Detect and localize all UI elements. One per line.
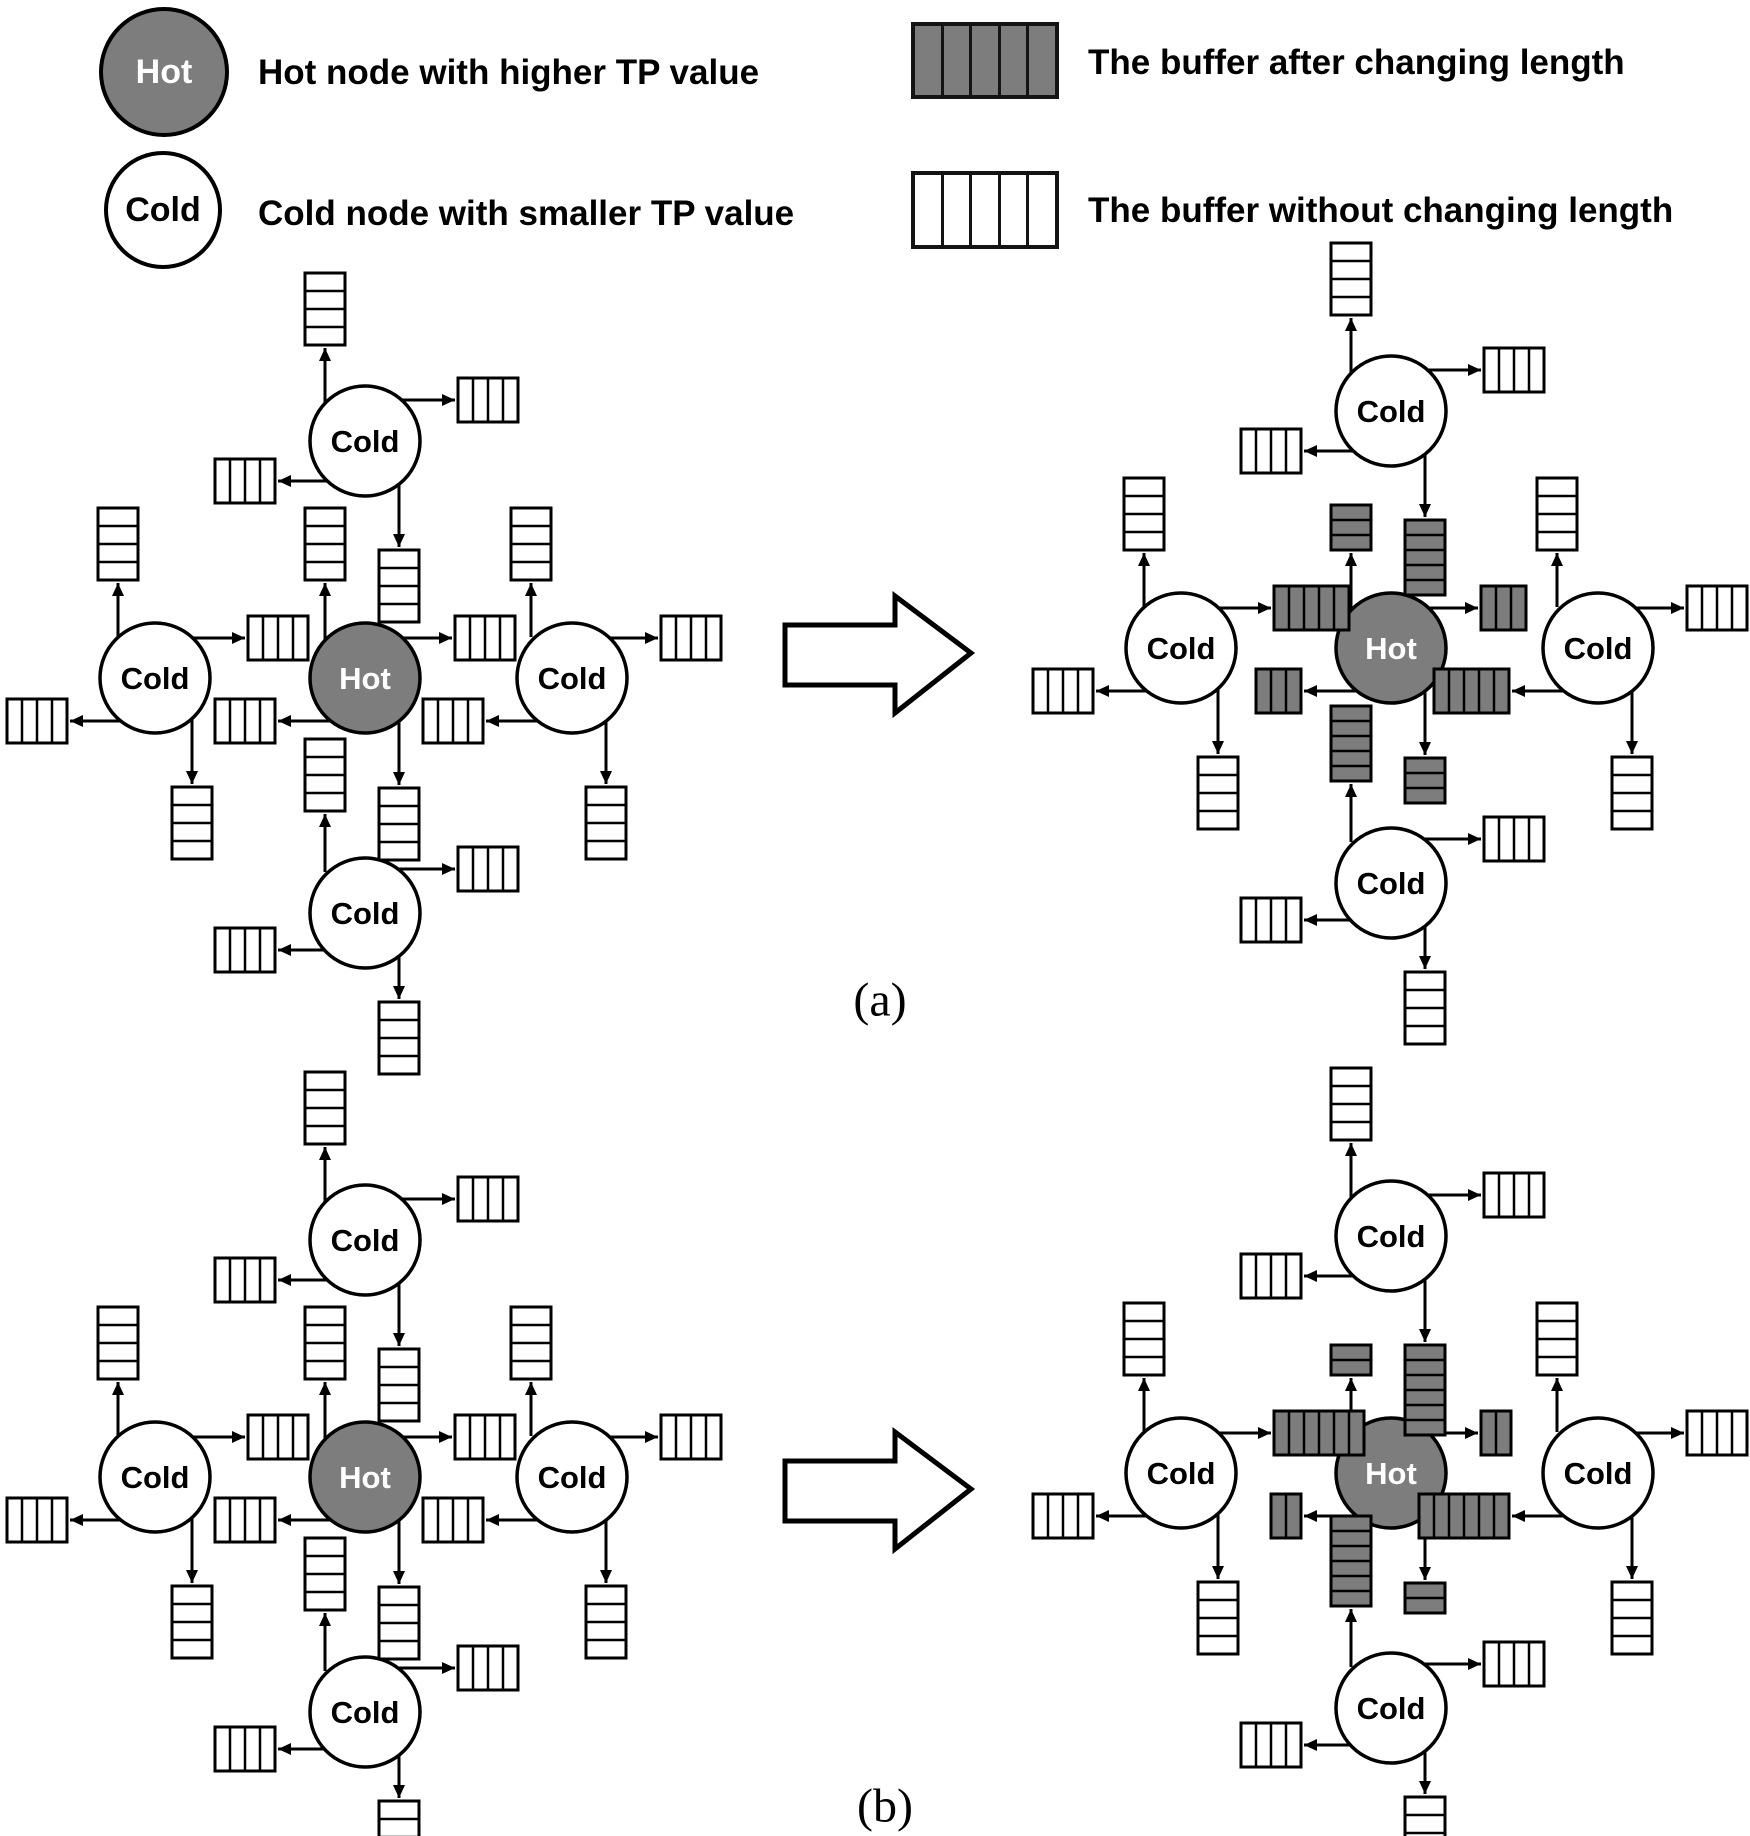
legend-buffer-cell xyxy=(944,26,973,95)
node-cold-top xyxy=(310,1185,420,1295)
node-cold-top-label: Cold xyxy=(330,1222,400,1258)
buffer-top-left xyxy=(1241,429,1301,473)
buffer-bottom-down xyxy=(1405,1797,1445,1836)
buffer-hot-up xyxy=(305,1307,345,1379)
legend-cold-node-label: Cold xyxy=(125,190,201,229)
buffer-right-up xyxy=(511,1307,551,1379)
buffer-hot-right xyxy=(455,1415,515,1459)
node-cold-left-label: Cold xyxy=(1146,630,1216,666)
buffer-left-right xyxy=(248,1415,308,1459)
buffer-bottom-up xyxy=(305,1538,345,1610)
buffer-bottom-left xyxy=(1241,898,1301,942)
node-cold-bottom-label: Cold xyxy=(1356,1690,1426,1726)
buffer-hot-down-changed xyxy=(1405,758,1445,803)
buffer-bottom-left xyxy=(215,928,275,972)
node-cold-left xyxy=(1126,1418,1236,1528)
legend-hot-node xyxy=(99,7,229,137)
node-cold-bottom-label: Cold xyxy=(330,895,400,931)
diagram-b-after xyxy=(1026,1025,1750,1836)
node-cold-bottom-label: Cold xyxy=(1356,865,1426,901)
node-cold-top-label: Cold xyxy=(1356,1218,1426,1254)
legend-buffer-cell xyxy=(915,175,944,245)
buffer-left-left xyxy=(1033,1494,1093,1538)
legend-hot-node-label: Hot xyxy=(135,52,193,91)
buffer-right-left-changed xyxy=(1419,1494,1509,1538)
buffer-top-right xyxy=(1484,348,1544,392)
buffer-top-right xyxy=(458,378,518,422)
buffer-top-left xyxy=(1241,1254,1301,1298)
buffer-top-down xyxy=(379,550,419,622)
buffer-left-down xyxy=(172,1586,212,1658)
buffer-hot-right xyxy=(455,616,515,660)
node-cold-bottom xyxy=(310,858,420,968)
legend-changed-buffer-text: The buffer after changing length xyxy=(1088,43,1625,82)
node-cold-left-label: Cold xyxy=(1146,1455,1216,1491)
node-cold-left xyxy=(100,1422,210,1532)
buffer-right-left xyxy=(423,699,483,743)
buffer-hot-down xyxy=(379,788,419,860)
diagram-a-before xyxy=(0,230,730,1080)
buffer-left-left xyxy=(7,1498,67,1542)
node-cold-right xyxy=(1543,593,1653,703)
buffer-right-down xyxy=(1612,1582,1652,1654)
legend-changed-buffer-icon xyxy=(911,22,1059,99)
node-cold-top xyxy=(310,386,420,496)
buffer-bottom-down xyxy=(379,1801,419,1836)
buffer-top-up xyxy=(305,273,345,345)
node-hot-center xyxy=(310,623,420,733)
buffer-top-right xyxy=(1484,1173,1544,1217)
buffer-left-right-changed xyxy=(1274,1411,1364,1455)
node-hot-center xyxy=(1336,593,1446,703)
buffer-hot-left xyxy=(215,699,275,743)
legend-buffer-cell xyxy=(944,175,973,245)
node-cold-left xyxy=(100,623,210,733)
buffer-left-right xyxy=(248,616,308,660)
buffer-hot-right-changed xyxy=(1481,1411,1511,1455)
node-cold-right xyxy=(1543,1418,1653,1528)
buffer-left-left xyxy=(7,699,67,743)
node-cold-right xyxy=(517,1422,627,1532)
transform-arrow-b-icon xyxy=(783,1428,975,1555)
buffer-hot-down xyxy=(379,1587,419,1659)
buffer-bottom-right xyxy=(458,847,518,891)
buffer-top-up xyxy=(1331,1068,1371,1140)
buffer-right-left-changed xyxy=(1434,669,1509,713)
buffer-bottom-left xyxy=(215,1727,275,1771)
buffer-right-down xyxy=(1612,757,1652,829)
buffer-left-up xyxy=(1124,478,1164,550)
legend-buffer-cell xyxy=(972,26,1001,95)
buffer-hot-down-changed xyxy=(1405,1583,1445,1613)
node-cold-left xyxy=(1126,593,1236,703)
node-hot-center-label: Hot xyxy=(339,1459,391,1495)
legend-hot-text: Hot node with higher TP value xyxy=(258,53,760,92)
node-cold-right-label: Cold xyxy=(537,660,607,696)
buffer-top-down xyxy=(379,1349,419,1421)
buffer-bottom-up-changed xyxy=(1331,706,1371,781)
node-hot-center-label: Hot xyxy=(1365,630,1417,666)
diagram-a-after xyxy=(1026,200,1750,1050)
legend-cold-text: Cold node with smaller TP value xyxy=(258,194,795,233)
node-cold-right-label: Cold xyxy=(1563,1455,1633,1491)
buffer-hot-up-changed xyxy=(1331,1345,1371,1375)
buffer-top-left xyxy=(215,1258,275,1302)
buffer-left-up xyxy=(98,1307,138,1379)
buffer-left-down xyxy=(1198,757,1238,829)
node-cold-left-label: Cold xyxy=(120,1459,190,1495)
transform-arrow-a-icon xyxy=(783,592,975,719)
buffer-top-right xyxy=(458,1177,518,1221)
node-cold-top-label: Cold xyxy=(1356,393,1426,429)
node-cold-right-label: Cold xyxy=(1563,630,1633,666)
legend-buffer-cell xyxy=(1029,26,1055,95)
buffer-hot-up-changed xyxy=(1331,505,1371,550)
legend-buffer-cell xyxy=(1001,26,1030,95)
section-b-label: (b) xyxy=(857,1779,913,1833)
buffer-top-up xyxy=(305,1072,345,1144)
buffer-right-right xyxy=(661,1415,721,1459)
buffer-right-up xyxy=(1537,1303,1577,1375)
node-cold-bottom xyxy=(1336,1653,1446,1763)
node-cold-left-label: Cold xyxy=(120,660,190,696)
buffer-right-down xyxy=(586,787,626,859)
buffer-top-down-changed xyxy=(1405,1345,1445,1435)
buffer-left-right-changed xyxy=(1274,586,1349,630)
node-cold-top xyxy=(1336,1181,1446,1291)
node-cold-top-label: Cold xyxy=(330,423,400,459)
section-a-label: (a) xyxy=(853,973,907,1027)
node-cold-bottom-label: Cold xyxy=(330,1694,400,1730)
buffer-bottom-right xyxy=(1484,1642,1544,1686)
buffer-bottom-left xyxy=(1241,1723,1301,1767)
buffer-left-up xyxy=(1124,1303,1164,1375)
buffer-bottom-right xyxy=(1484,817,1544,861)
buffer-hot-left xyxy=(215,1498,275,1542)
node-cold-top xyxy=(1336,356,1446,466)
node-hot-center xyxy=(310,1422,420,1532)
buffer-left-left xyxy=(1033,669,1093,713)
buffer-hot-right-changed xyxy=(1481,586,1526,630)
legend-buffer-cell xyxy=(915,26,944,95)
buffer-left-up xyxy=(98,508,138,580)
buffer-left-down xyxy=(172,787,212,859)
buffer-bottom-up-changed xyxy=(1331,1516,1371,1606)
buffer-top-left xyxy=(215,459,275,503)
buffer-hot-up xyxy=(305,508,345,580)
buffer-hot-left-changed xyxy=(1271,1494,1301,1538)
buffer-right-left xyxy=(423,1498,483,1542)
node-cold-right-label: Cold xyxy=(537,1459,607,1495)
buffer-right-right xyxy=(661,616,721,660)
buffer-right-right xyxy=(1687,1411,1747,1455)
node-cold-bottom xyxy=(1336,828,1446,938)
node-hot-center-label: Hot xyxy=(339,660,391,696)
buffer-right-right xyxy=(1687,586,1747,630)
legend-buffer-cell xyxy=(972,175,1001,245)
buffer-right-up xyxy=(1537,478,1577,550)
buffer-bottom-right xyxy=(458,1646,518,1690)
node-cold-right xyxy=(517,623,627,733)
buffer-top-up xyxy=(1331,243,1371,315)
buffer-top-down-changed xyxy=(1405,520,1445,595)
buffer-right-down xyxy=(586,1586,626,1658)
node-hot-center-label: Hot xyxy=(1365,1455,1417,1491)
diagram-b-before xyxy=(0,1029,730,1836)
node-cold-bottom xyxy=(310,1657,420,1767)
buffer-right-up xyxy=(511,508,551,580)
buffer-left-down xyxy=(1198,1582,1238,1654)
buffer-hot-left-changed xyxy=(1256,669,1301,713)
legend-unchanged-buffer-text: The buffer without changing length xyxy=(1088,191,1674,230)
buffer-bottom-up xyxy=(305,739,345,811)
